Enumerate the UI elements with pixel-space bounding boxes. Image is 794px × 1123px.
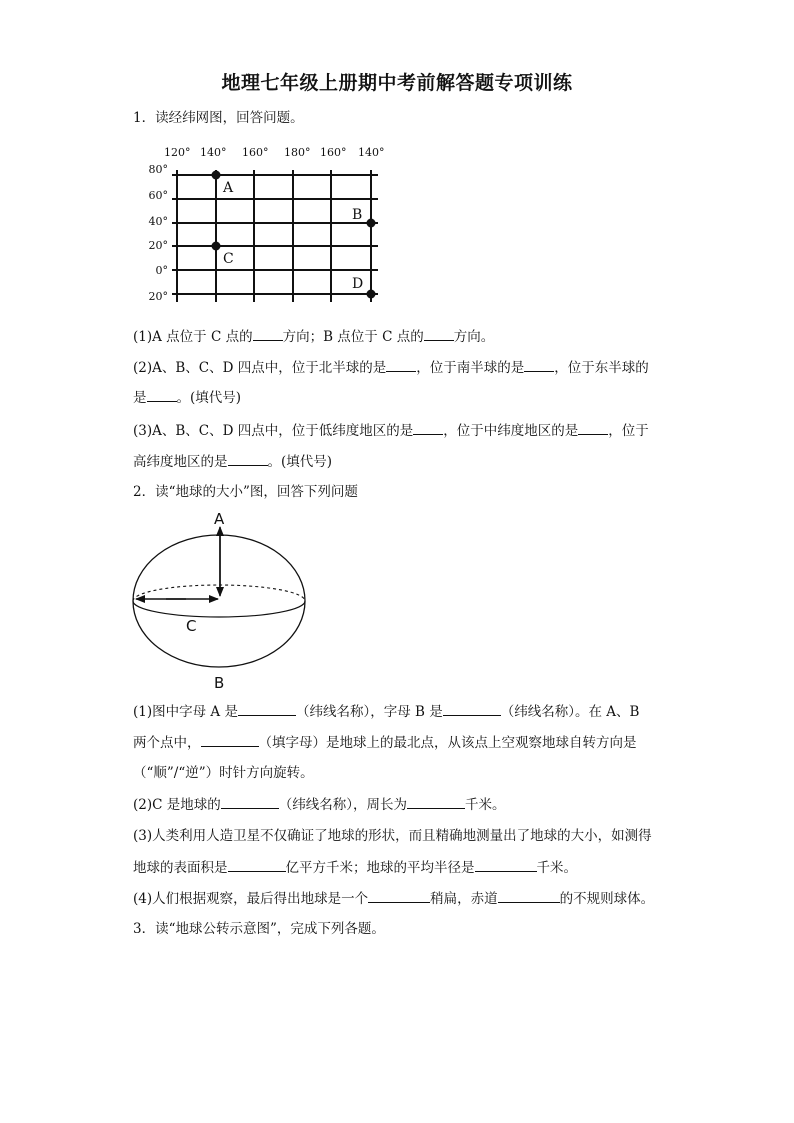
answer-blank[interactable] xyxy=(238,701,296,716)
q2-sub2: (2)C 是地球的 （纬线名称），周长为 千米。 xyxy=(133,794,673,815)
answer-blank[interactable] xyxy=(386,357,416,372)
longitude-labels xyxy=(164,146,385,159)
answer-blank[interactable] xyxy=(413,420,443,435)
answer-blank[interactable] xyxy=(443,701,501,716)
earth-size-figure xyxy=(126,506,316,692)
lon-label: 180° xyxy=(284,146,311,159)
q2-sub3-cont: 地球的表面积是 亿平方千米；地球的平均半径是 千米。 xyxy=(133,857,673,878)
q1-stem: 1．读经纬网图，回答问题。 xyxy=(133,110,304,126)
point-b-label: B xyxy=(352,207,363,223)
label-c: C xyxy=(186,617,197,635)
lon-label: 120° xyxy=(164,146,191,159)
answer-blank[interactable] xyxy=(201,732,259,747)
answer-blank[interactable] xyxy=(524,357,554,372)
lat-label: 20° xyxy=(148,290,168,303)
q2-stem: 2．读“地球的大小”图，回答下列问题 xyxy=(133,484,358,500)
q3-stem: 3．读“地球公转示意图”，完成下列各题。 xyxy=(133,921,385,937)
lat-label: 40° xyxy=(148,215,168,228)
q2-sub1: (1)图中字母 A 是 （纬线名称），字母 B 是 （纬线名称）。在 A、B xyxy=(133,701,673,722)
lon-label: 160° xyxy=(242,146,269,159)
lat-label: 60° xyxy=(148,189,168,202)
q1-sub3-cont: 高纬度地区的是 。(填代号) xyxy=(133,451,673,472)
latitude-labels xyxy=(149,163,169,303)
label-a: A xyxy=(214,510,225,528)
answer-blank[interactable] xyxy=(475,857,537,872)
q2-sub1-cont: 两个点中， （填字母）是地球上的最北点，从该点上空观察地球自转方向是 xyxy=(133,732,673,753)
lat-label: 80° xyxy=(148,163,168,176)
lon-label: 140° xyxy=(358,146,385,159)
point-c-dot xyxy=(212,242,221,251)
answer-blank[interactable] xyxy=(228,857,286,872)
answer-blank[interactable] xyxy=(253,326,283,341)
lat-label: 20° xyxy=(148,239,168,252)
answer-blank[interactable] xyxy=(498,888,560,903)
lon-label: 160° xyxy=(320,146,347,159)
answer-blank[interactable] xyxy=(578,420,608,435)
point-d-label: D xyxy=(352,276,364,292)
answer-blank[interactable] xyxy=(147,387,177,402)
q1-sub3: (3)A、B、C、D 四点中，位于低纬度地区的是 ，位于中纬度地区的是 ，位于 xyxy=(133,420,673,441)
earth-outline xyxy=(133,535,305,667)
grid-lines xyxy=(172,170,378,302)
answer-blank[interactable] xyxy=(221,794,279,809)
q2-sub1-cont2: （“顺”/“逆”）时针方向旋转。 xyxy=(133,765,314,781)
answer-blank[interactable] xyxy=(407,794,465,809)
point-d-dot xyxy=(367,290,376,299)
q1-sub2: (2)A、B、C、D 四点中，位于北半球的是 ，位于南半球的是 ，位于东半球的 xyxy=(133,357,673,378)
lon-label: 140° xyxy=(200,146,227,159)
q1-sub2-cont: 是 。(填代号) xyxy=(133,387,673,408)
page-title: 地理七年级上册期中考前解答题专项训练 xyxy=(221,72,573,94)
answer-blank[interactable] xyxy=(424,326,454,341)
point-a-dot xyxy=(212,171,221,180)
point-b-dot xyxy=(367,219,376,228)
lat-label: 0° xyxy=(155,264,168,277)
point-c-label: C xyxy=(223,251,234,267)
equator-front xyxy=(133,601,305,617)
point-a-label: A xyxy=(223,180,234,196)
lat-lon-grid-figure xyxy=(140,142,390,310)
label-b: B xyxy=(214,674,225,692)
answer-blank[interactable] xyxy=(228,451,268,466)
q2-sub4: (4)人们根据观察，最后得出地球是一个 稍扁，赤道 的不规则球体。 xyxy=(133,888,673,909)
answer-blank[interactable] xyxy=(368,888,430,903)
q2-sub3: (3)人类利用人造卫星不仅确证了地球的形状，而且精确地测量出了地球的大小，如测得 xyxy=(133,828,652,844)
q1-sub1: (1)A 点位于 C 点的 方向；B 点位于 C 点的 方向。 xyxy=(133,326,673,347)
